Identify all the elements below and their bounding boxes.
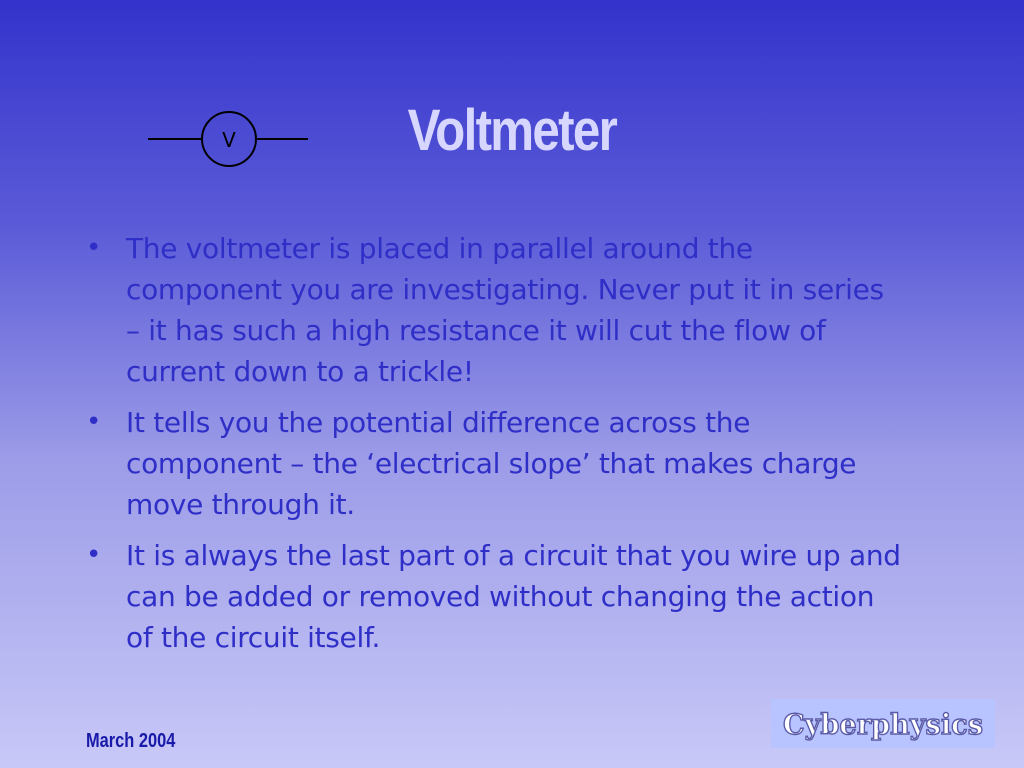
bullet-text: It tells you the potential difference across the component – the ‘electrical slope’ that makes charge move through it.: [126, 406, 857, 521]
bullet-item: [86, 228, 906, 392]
bullet-dot-icon: •: [86, 540, 102, 570]
cyberphysics-logo: [771, 699, 995, 748]
bullet-text: The voltmeter is placed in parallel around the component you are investigating. Never put it in series – it has such a high resistance it will cut the flow of current down to a trickle!: [126, 232, 884, 388]
bullet-dot-icon: •: [86, 233, 102, 263]
bullet-dot-icon: •: [86, 407, 102, 437]
slide-title: Voltmeter: [407, 98, 617, 163]
voltmeter-symbol-letter: V: [222, 128, 236, 152]
bullet-item: [86, 402, 906, 525]
logo-text: Cyberphysics: [783, 707, 983, 741]
bullet-text: It is always the last part of a circuit that you wire up and can be added or removed without changing the action of the circuit itself.: [126, 539, 901, 654]
bullet-item: [86, 535, 906, 658]
footer-date: March 2004: [86, 730, 176, 752]
bullet-list: [86, 228, 906, 668]
